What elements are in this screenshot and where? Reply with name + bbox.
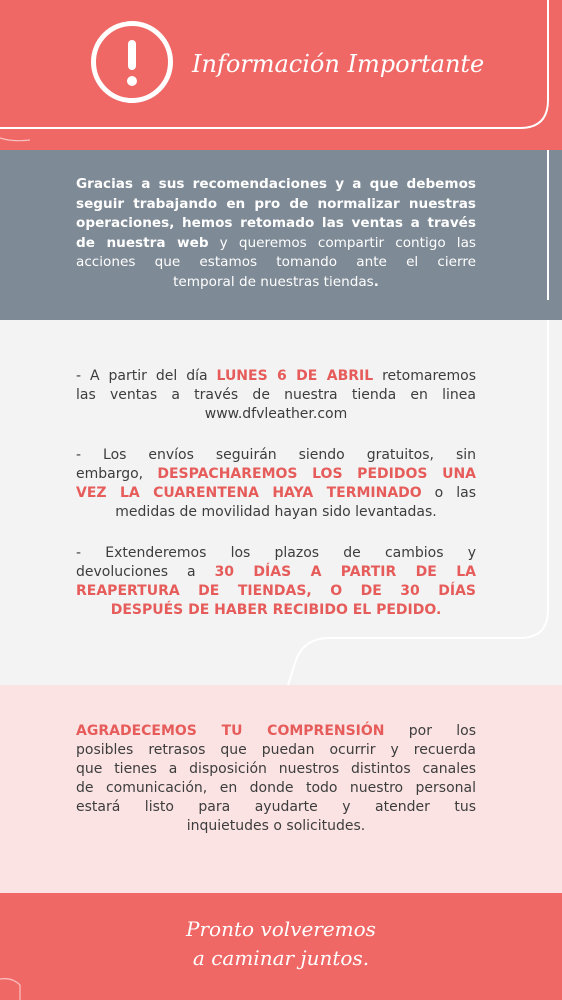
thanks-highlight: AGRADECEMOS TU COMPRENSIÓN [76, 723, 385, 739]
reopening-date: LUNES 6 DE ABRIL [216, 368, 374, 384]
point-shipping: - Los envíos seguirán siendo gratuitos, sin embargo, DESPACHAREMOS LOS PEDIDOS UNA VEZ LA CUARENTENA HAYA TERMINADO o las medidas de movilidad hayan sido levantadas. [76, 447, 476, 520]
website-url: www.dfvleather.com [204, 406, 348, 422]
intro-section [0, 150, 562, 320]
intro-line-2: seguir trabajando en pro de normalizar nuestras [76, 195, 476, 212]
intro-line-6: temporal de nuestras tiendas [173, 273, 374, 290]
header-title: Información Importante [192, 50, 485, 78]
closing-line-2: a caminar juntos. [192, 946, 370, 970]
footer-section [0, 893, 562, 1000]
intro-line-5: acciones que estamos tomando ante el cierre [76, 254, 476, 270]
points-list [76, 367, 476, 642]
closing-line-1: Pronto volveremos [186, 917, 376, 941]
thanks-section [0, 685, 562, 893]
header-section [0, 0, 562, 150]
point-returns: - Extenderemos los plazos de cambios y devoluciones a 30 DÍAS A PARTIR DE LA REAPERTURA DE TIENDAS, O DE 30 DÍAS DESPUÉS DE HABER RECIBIDO EL PEDIDO. [76, 545, 476, 618]
alert-circle-icon [91, 21, 173, 103]
thanks-paragraph: AGRADECEMOS TU COMPRENSIÓN por los posibles retrasos que puedan ocurrir y recuerda que tienes a disposición nuestros distintos canales de comunicación, en donde todo nuestro personal estará listo para ayudarte y atender tus inquietudes o solicitudes. [76, 723, 476, 834]
intro-line-4-rest: y queremos compartir contigo las [208, 234, 477, 251]
intro-line-4-bold: de nuestra web [76, 234, 209, 251]
intro-line-1: Gracias a sus recomendaciones y a que debemos [76, 176, 476, 192]
intro-paragraph [76, 175, 476, 292]
closing-message [0, 915, 562, 973]
intro-line-3: operaciones, hemos retomado las ventas a través [76, 215, 476, 231]
points-section [0, 320, 562, 685]
intro-period: . [373, 273, 379, 290]
point-reopening: - A partir del día LUNES 6 DE ABRIL retomaremos las ventas a través de nuestra tienda en linea www.dfvleather.com [76, 368, 477, 422]
